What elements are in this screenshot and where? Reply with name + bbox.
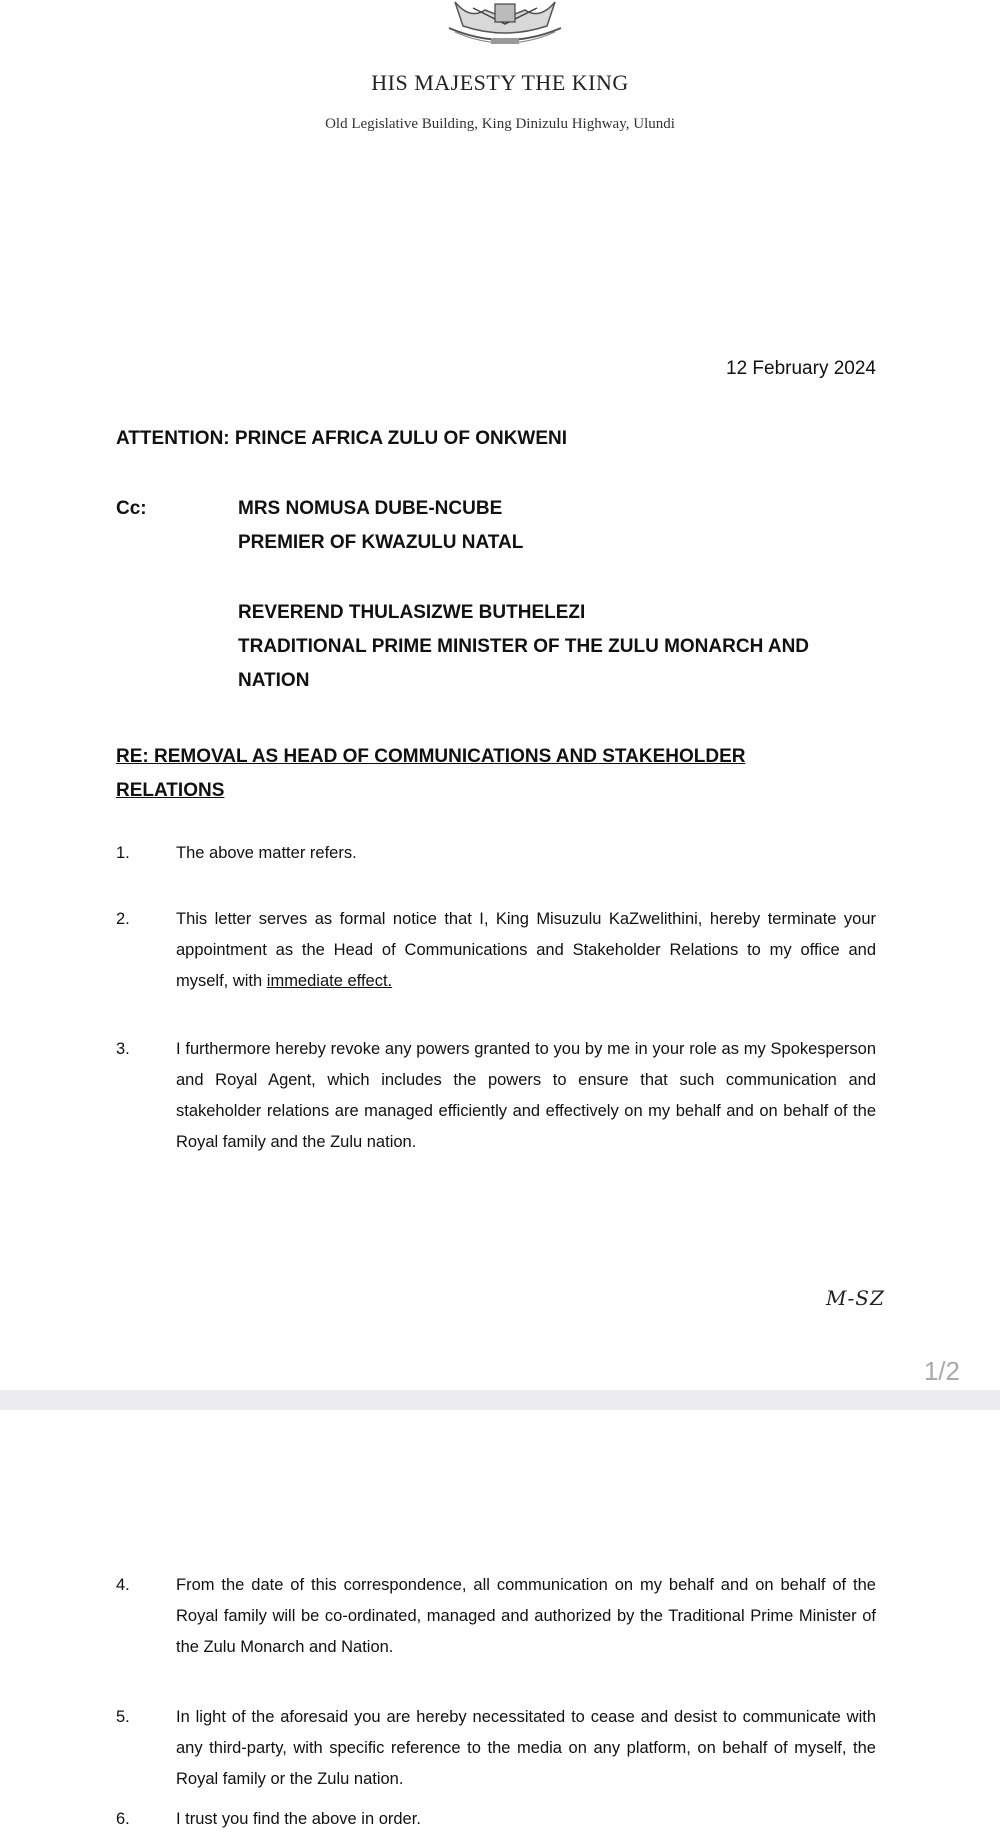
letter-date: 12 February 2024 xyxy=(726,358,876,379)
paragraph-number: 3. xyxy=(116,1040,130,1058)
numbered-paragraph xyxy=(116,1804,876,1835)
numbered-paragraph xyxy=(116,1570,876,1663)
paragraph-text: In light of the aforesaid you are hereby necessitated to cease and desist to communicate with any third-party, with specific reference to the media on any platform, on behalf of myself, the Royal family or the Zulu nation. xyxy=(176,1708,876,1788)
emphasis-text: immediate effect. xyxy=(266,972,393,990)
paragraph-number: 6. xyxy=(116,1810,130,1828)
letterhead-title: HIS MAJESTY THE KING xyxy=(371,70,629,95)
cc-recipient-title: PREMIER OF KWAZULU NATAL xyxy=(238,532,524,553)
paragraph-text: From the date of this correspondence, all communication on my behalf and on behalf of the Royal family will be co-ordinated, managed and authorized by the Traditional Prime Minister of the Zulu Monarch and Nation. xyxy=(176,1576,876,1656)
paragraph-number: 4. xyxy=(116,1576,130,1594)
numbered-paragraph xyxy=(116,904,876,997)
handwritten-signature: M-SZ xyxy=(826,1286,885,1310)
cc-recipient-name: MRS NOMUSA DUBE-NCUBE xyxy=(238,498,503,519)
page-indicator: 1/2 xyxy=(923,1356,960,1386)
cc-recipient-title: TRADITIONAL PRIME MINISTER OF THE ZULU MONARCH AND xyxy=(238,636,810,657)
royal-crest-emblem xyxy=(425,0,585,56)
page-separator xyxy=(0,1390,1000,1410)
paragraph-text: The above matter refers. xyxy=(176,844,357,862)
paragraph-text: I furthermore hereby revoke any powers granted to you by me in your role as my Spokesperson and Royal Agent, which includes the powers to ensure that such communication and stakeholder relations are managed efficiently and effectively on my behalf and on behalf of the Royal family and the Zulu nation. xyxy=(176,1040,876,1151)
cc-label: Cc: xyxy=(116,498,147,519)
cc-recipient-name: REVEREND THULASIZWE BUTHELEZI xyxy=(238,602,586,623)
paragraph-number: 2. xyxy=(116,910,130,928)
paragraph-text: This letter serves as formal notice that I, King Misuzulu KaZwelithini, hereby terminate your appointment as the Head of Communications and Stakeholder Relations to my office and myself, with xyxy=(176,910,876,990)
letterhead-address: Old Legislative Building, King Dinizulu Highway, Ulundi xyxy=(325,116,675,132)
letter-page-2 xyxy=(0,1410,1000,1840)
cc-recipient-title: NATION xyxy=(238,670,310,691)
numbered-paragraph xyxy=(116,1034,876,1158)
paragraph-number: 1. xyxy=(116,844,130,862)
paragraph-text: I trust you find the above in order. xyxy=(176,1810,421,1828)
attention-line: ATTENTION: PRINCE AFRICA ZULU OF ONKWENI xyxy=(116,428,568,449)
paragraph-number: 5. xyxy=(116,1708,130,1726)
numbered-paragraph xyxy=(116,1702,876,1795)
numbered-paragraph xyxy=(116,838,876,869)
subject-line: RE: REMOVAL AS HEAD OF COMMUNICATIONS AND STAKEHOLDER RELATIONS xyxy=(116,746,746,801)
